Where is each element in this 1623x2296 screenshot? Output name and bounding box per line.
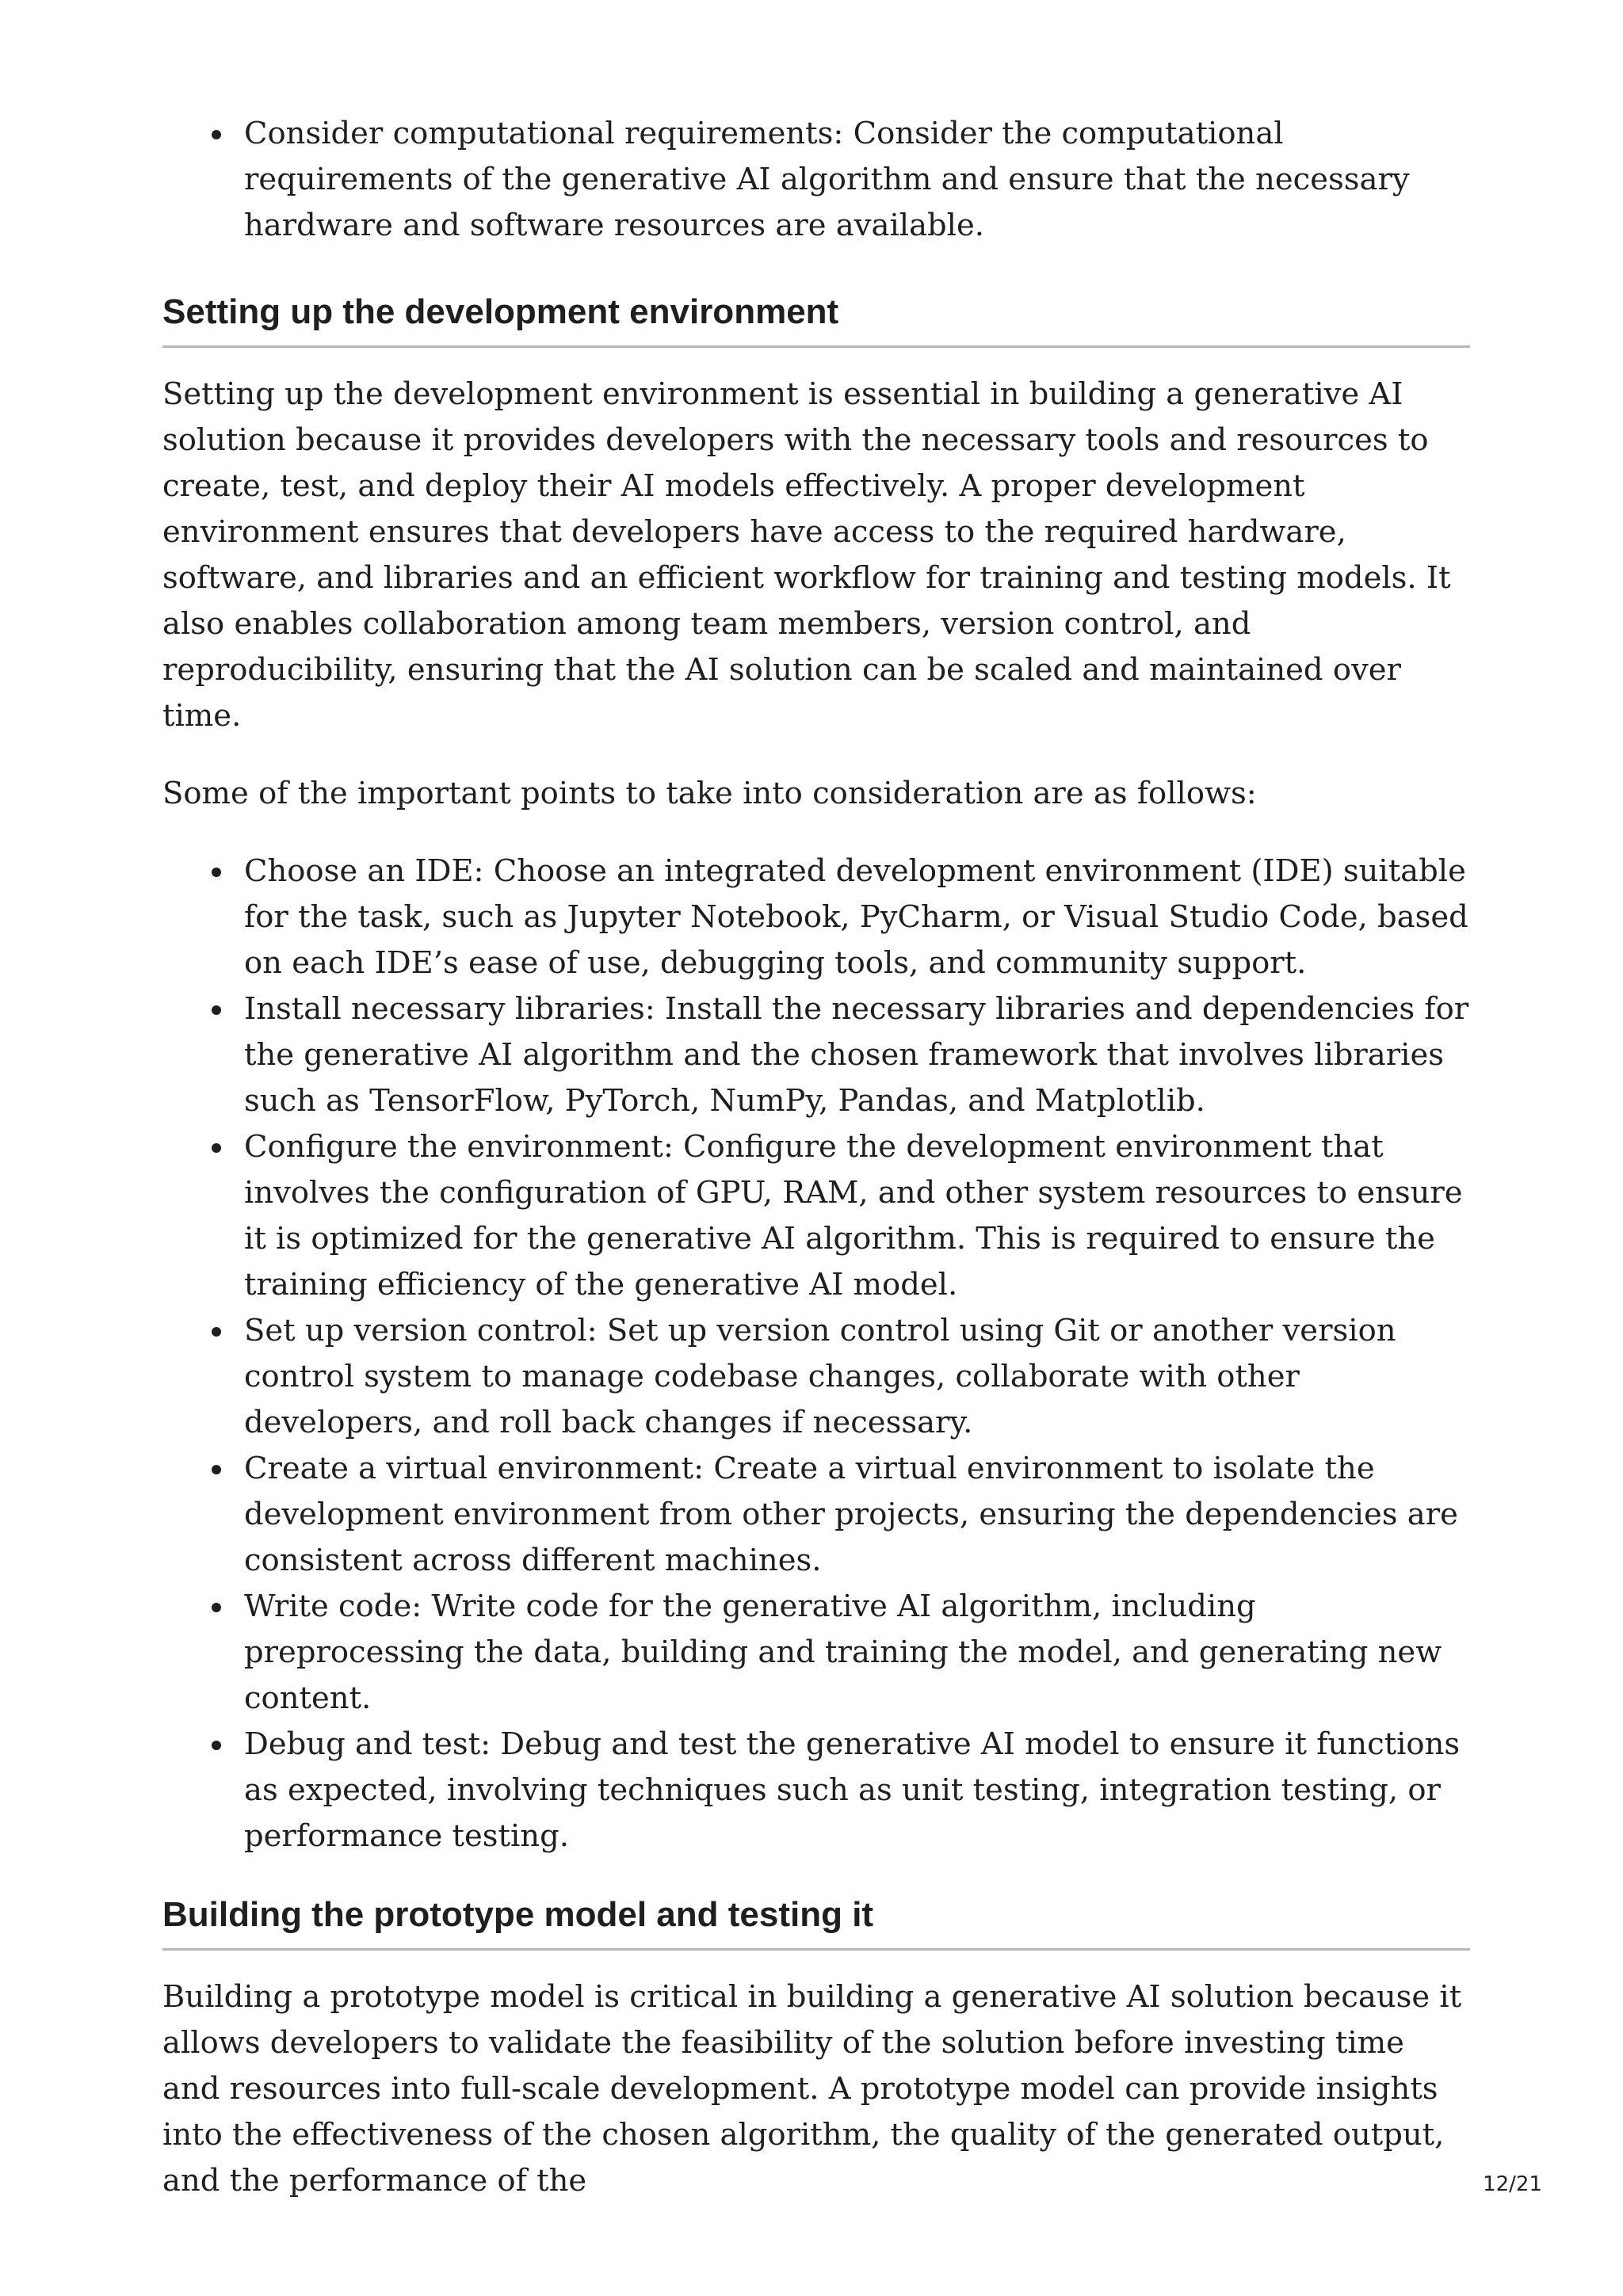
list-item-text: Configure the environment: Configure the development environment that involves the configuration of GPU, RAM, and other system resources to ensure it is optimized for the generative AI algorithm. This is required to ensure the training efficiency of the generative AI model.: [244, 1129, 1463, 1302]
section-heading-dev-env: Setting up the development environment: [162, 288, 1470, 348]
list-item-text: Choose an IDE: Choose an integrated development environment (IDE) suitable for the task, such as Jupyter Notebook, PyCharm, or Visual Studio Code, based on each IDE’s ease of use, debugging tools, and community support.: [244, 853, 1468, 981]
list-item: [162, 1722, 1470, 1859]
bullet-icon: [212, 1465, 221, 1474]
dev-env-paragraph: Setting up the development environment is essential in building a generative AI solution because it provides developers with the necessary tools and resources to create, test, and deploy their AI models effectively. A proper development environment ensures that developers have access to the required hardware, software, and libraries and an efficient workflow for training and testing models. It also enables collaboration among team members, version control, and reproducibility, ensuring that the AI solution can be scaled and maintained over time.: [162, 376, 1451, 734]
list-item-text: Write code: Write code for the generative AI algorithm, including preprocessing the data, building and training the model, and generating new content.: [244, 1589, 1442, 1716]
document-content: [162, 111, 1470, 2236]
list-item: [162, 1308, 1470, 1446]
bullet-icon: [212, 1327, 221, 1337]
bullet-icon: [212, 1741, 221, 1750]
section-heading-prototype: Building the prototype model and testing it: [162, 1891, 1470, 1951]
list-item: [162, 1446, 1470, 1584]
bullet-icon: [212, 130, 221, 139]
bullet-icon: [212, 1005, 221, 1015]
page-number: 12/21: [1483, 2172, 1542, 2196]
bullet-icon: [212, 1143, 221, 1153]
list-item-text: Debug and test: Debug and test the generative AI model to ensure it functions as expected, involving techniques such as unit testing, integration testing, or performance testing.: [244, 1726, 1461, 1854]
list-item-text: Consider computational requirements: Consider the computational requirements of the generative AI algorithm and ensure that the necessary hardware and software resources are available.: [244, 116, 1410, 243]
list-item-text: Install necessary libraries: Install the necessary libraries and dependencies for the generative AI algorithm and the chosen framework that involves libraries such as TensorFlow, PyTorch, NumPy, Pandas, and Matplotlib.: [244, 991, 1469, 1119]
list-item-text: Set up version control: Set up version control using Git or another version control system to manage codebase changes, collaborate with other developers, and roll back changes if necessary.: [244, 1313, 1396, 1440]
list-item-text: Create a virtual environment: Create a virtual environment to isolate the development environment from other projects, ensuring the dependencies are consistent across different machines.: [244, 1451, 1458, 1578]
intro-bullet-list: [162, 111, 1470, 249]
bullet-icon: [212, 1603, 221, 1612]
list-item: [162, 1124, 1470, 1308]
list-item: [162, 849, 1470, 986]
list-item: [162, 1584, 1470, 1722]
bullet-icon: [212, 868, 221, 877]
prototype-paragraph: Building a prototype model is critical in building a generative AI solution because it allows developers to validate the feasibility of the solution before investing time and resources into full-scale development. A prototype model can provide insights into the effectiveness of the chosen algorithm, the quality of the generated output, and the performance of the: [162, 1979, 1462, 2199]
list-item: [162, 111, 1470, 249]
dev-env-intro: Some of the important points to take into consideration are as follows:: [162, 776, 1257, 811]
dev-env-bullet-list: [162, 849, 1470, 1859]
list-item: [162, 986, 1470, 1124]
